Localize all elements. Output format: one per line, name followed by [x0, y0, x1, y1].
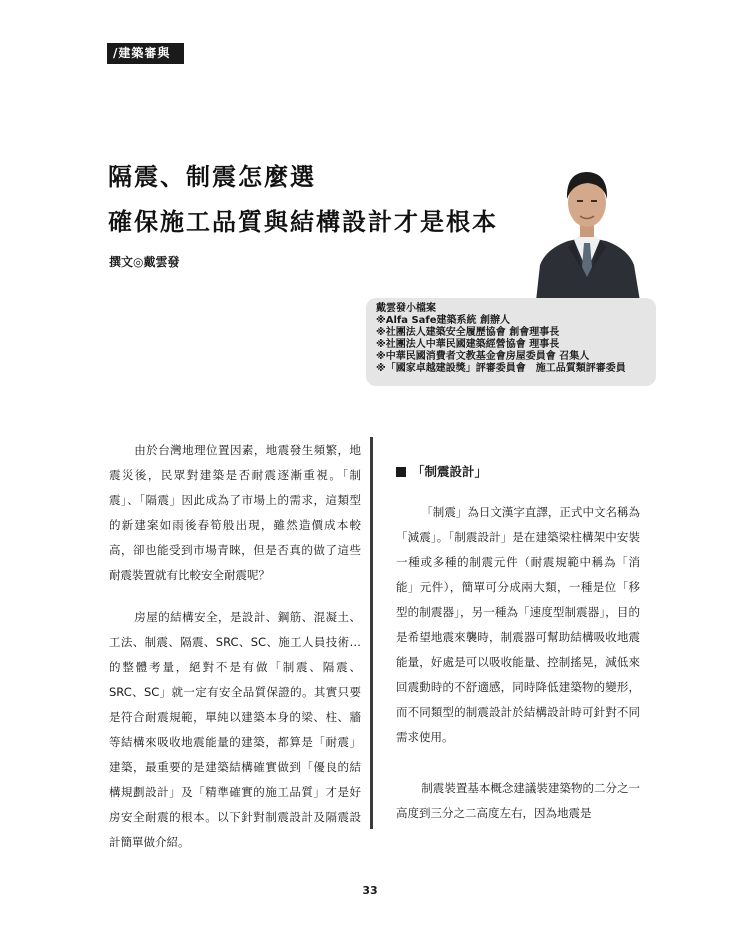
profile-item: ※「國家卓越建設獎」評審委員會 施工品質類評審委員 [376, 363, 626, 374]
byline: 撰文◎戴雲發 [109, 255, 180, 269]
body-paragraph: 由於台灣地理位置因素，地震發生頻繁，地震災後，民眾對建築是否耐震逐漸重視。「制震」、「隔震」因此成為了市場上的需求，這類型的新建案如雨後春筍般出現，雖然造價成本較高，卻也能受到市場青睞，但是否真的做了這些耐震裝置就有比較安全耐震呢？ [109, 443, 361, 582]
page-number: 33 [362, 884, 378, 897]
body-paragraph: 制震裝置基本概念建議裝建築物的二分之一高度到三分之二高度左右，因為地震是 [396, 781, 640, 820]
article-title-line-1: 隔震、制震怎麼選 [108, 163, 316, 191]
profile-item: ※中華民國消費者文教基金會房屋委員會 召集人 [376, 351, 590, 362]
profile-item: ※Alfa Safe建築系統 創辦人 [376, 315, 511, 326]
section-tag: /建築審與 [107, 43, 184, 64]
author-portrait [528, 143, 646, 301]
section-heading [396, 462, 487, 480]
profile-title: 戴雲發小檔案 [376, 303, 436, 314]
article-title-line-2: 確保施工品質與結構設計才是根本 [108, 208, 498, 236]
section-heading-text: 「制震設計」 [412, 464, 488, 479]
left-column [109, 438, 361, 855]
column-divider [370, 437, 373, 829]
author-profile-box [366, 298, 656, 386]
profile-item: ※社團法人建築安全履歷協會 創會理事長 [376, 327, 560, 338]
body-paragraph: 「制震」為日文漢字直譯，正式中文名稱為「減震」。「制震設計」是在建築梁柱構架中安裝一種或多種的制震元件（耐震規範中稱為「消能」元件），簡單可分成兩大類，一種是位「移型的制震器」，另一種為「速度型制震器」，目的是希望地震來襲時，制震器可幫助結構吸收地震能量，好處是可以吸收能量、控制搖晃，減低來回震動時的不舒適感，同時降低建築物的變形，而不同類型的制震設計於結構設計時可針對不同需求使用。 [396, 505, 640, 744]
square-bullet-icon [396, 467, 406, 477]
right-column-paragraph-2 [396, 776, 640, 826]
body-paragraph: 房屋的結構安全，是設計、鋼筋、混凝土、工法、制震、隔震、SRC、SC、施工人員技術…的整體考量，絕對不是有做「制震、隔震、SRC、SC」就一定有安全品質保證的。其實只要是符合耐震規範，單純以建築本身的梁、柱、牆等結構來吸收地震能量的建築，都算是「耐震」建築，最重要的是建築結構確實做到「優良的結構規劃設計」及「精準確實的施工品質」才是好房安全耐震的根本。以下針對制震設計及隔震設計簡單做介紹。 [109, 610, 361, 849]
right-column-paragraph-1 [396, 500, 640, 750]
profile-item: ※社團法人中華民國建築經營協會 理事長 [376, 339, 560, 350]
